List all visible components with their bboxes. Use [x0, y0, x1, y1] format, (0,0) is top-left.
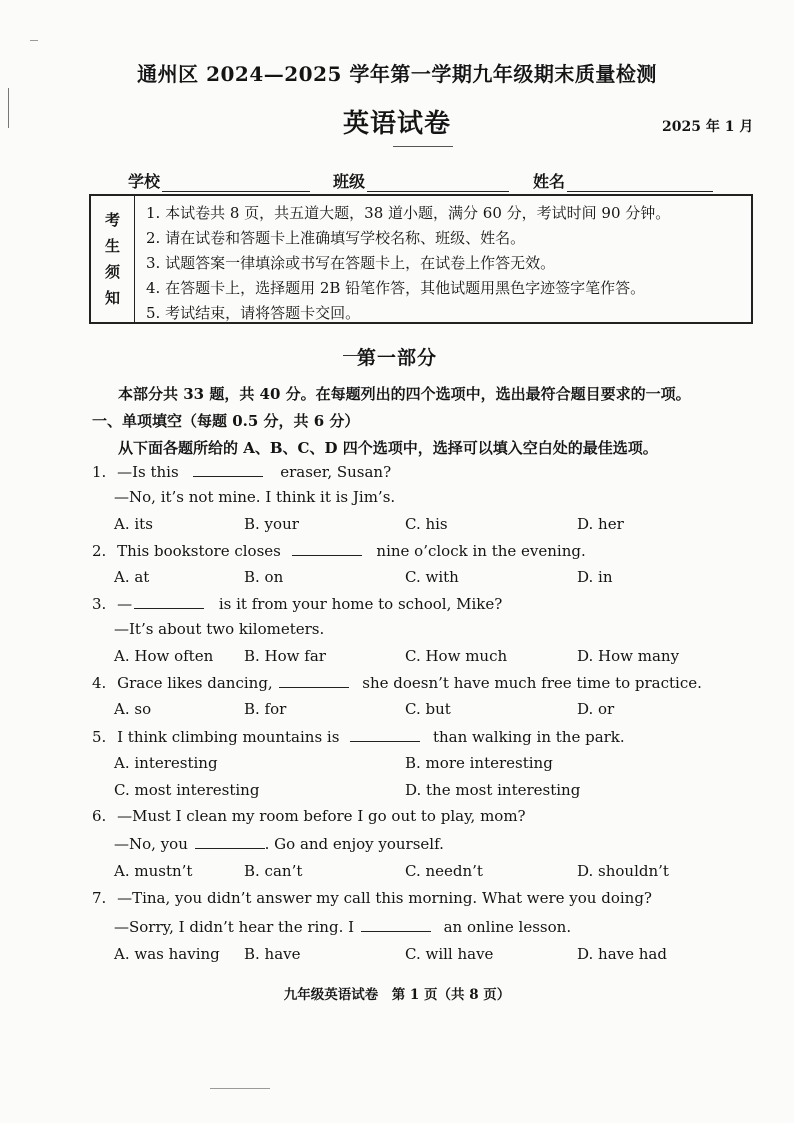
scan-mark [210, 1088, 270, 1089]
question-1-line-2: —No, it’s not mine. I think it is Jim’s. [114, 488, 396, 506]
option-a[interactable]: A. at [114, 568, 150, 586]
option-c[interactable]: C. needn’t [405, 862, 483, 880]
question-4: 4. Grace likes dancing, she doesn’t have much free time to practice. [92, 674, 702, 692]
subtitle-underline [393, 146, 453, 147]
notice-label: 考 生 须 知 [91, 196, 135, 322]
name-label: 姓名 [533, 172, 566, 191]
part-title: 第一部分 [356, 347, 437, 369]
class-line[interactable] [367, 175, 509, 192]
option-d[interactable]: D. shouldn’t [577, 862, 669, 880]
question-6-line-2: —No, you . Go and enjoy yourself. [114, 835, 444, 853]
section-heading: 一、单项填空（每题 0.5 分，共 6 分） [92, 412, 360, 430]
option-d[interactable]: D. her [577, 515, 624, 533]
answer-blank[interactable] [350, 727, 420, 742]
option-d[interactable]: D. in [577, 568, 613, 586]
question-3-line-2: —It’s about two kilometers. [114, 620, 325, 638]
option-a[interactable]: A. mustn’t [114, 862, 193, 880]
school-line[interactable] [162, 175, 310, 192]
school-field [128, 169, 310, 192]
page-footer: 九年级英语试卷 第 1 页（共 8 页） [283, 987, 511, 1003]
question-7: 7. —Tina, you didn’t answer my call this morning. What were you doing? [92, 889, 652, 907]
notice-item: 4. 在答题卡上，选择题用 2B 铅笔作答，其他试题用黑色字迹签字笔作答。 [146, 279, 646, 297]
question-7-line-2: —Sorry, I didn’t hear the ring. I an online lesson. [114, 918, 572, 936]
exam-subtitle: 英语试卷 [342, 109, 451, 139]
option-a[interactable]: A. its [114, 515, 153, 533]
option-b[interactable]: B. your [244, 515, 299, 533]
answer-blank[interactable] [361, 917, 431, 932]
answer-blank[interactable] [195, 834, 265, 849]
notice-item: 3. 试题答案一律填涂或书写在答题卡上，在试卷上作答无效。 [146, 254, 556, 272]
question-1: 1. —Is this eraser, Susan? [92, 463, 392, 481]
answer-blank[interactable] [134, 594, 204, 609]
option-d[interactable]: D. the most interesting [405, 781, 581, 799]
option-c[interactable]: C. with [405, 568, 459, 586]
class-label: 班级 [333, 172, 366, 191]
option-c[interactable]: C. his [405, 515, 448, 533]
option-c[interactable]: C. will have [405, 945, 494, 963]
option-b[interactable]: B. more interesting [405, 754, 553, 772]
option-a[interactable]: A. How often [114, 647, 214, 665]
question-3: 3. — is it from your home to school, Mike? [92, 595, 503, 613]
scan-mark [30, 40, 38, 41]
question-5: 5. I think climbing mountains is than walking in the park. [92, 728, 625, 746]
section-instruction: 从下面各题所给的 A、B、C、D 四个选项中，选择可以填入空白处的最佳选项。 [118, 439, 658, 457]
notice-item: 2. 请在试卷和答题卡上准确填写学校名称、班级、姓名。 [146, 229, 526, 247]
option-b[interactable]: B. have [244, 945, 301, 963]
option-a[interactable]: A. interesting [114, 754, 218, 772]
part-intro: 本部分共 33 题，共 40 分。在每题列出的四个选项中，选出最符合题目要求的一项。 [118, 385, 691, 403]
option-d[interactable]: D. have had [577, 945, 667, 963]
notice-box [89, 194, 753, 324]
question-2: 2. This bookstore closes nine o’clock in the evening. [92, 542, 586, 560]
option-b[interactable]: B. for [244, 700, 287, 718]
option-b[interactable]: B. on [244, 568, 284, 586]
option-d[interactable]: D. How many [577, 647, 680, 665]
answer-blank[interactable] [279, 673, 349, 688]
answer-blank[interactable] [193, 462, 263, 477]
class-field [333, 169, 509, 192]
option-b[interactable]: B. can’t [244, 862, 303, 880]
exam-title: 通州区 2024—2025 学年第一学期九年级期末质量检测 [137, 62, 657, 86]
notice-item: 5. 考试结束，请将答题卡交回。 [146, 304, 361, 322]
school-label: 学校 [128, 172, 161, 191]
option-c[interactable]: C. but [405, 700, 451, 718]
notice-item: 1. 本试卷共 8 页，共五道大题，38 道小题，满分 60 分，考试时间 90 分钟。 [146, 204, 671, 222]
option-a[interactable]: A. so [114, 700, 152, 718]
option-d[interactable]: D. or [577, 700, 615, 718]
option-c[interactable]: C. How much [405, 647, 508, 665]
option-a[interactable]: A. was having [114, 945, 220, 963]
option-b[interactable]: B. How far [244, 647, 326, 665]
answer-blank[interactable] [292, 541, 362, 556]
name-line[interactable] [567, 175, 713, 192]
option-c[interactable]: C. most interesting [114, 781, 260, 799]
exam-date: 2025 年 1 月 [662, 119, 754, 135]
name-field [533, 169, 713, 192]
question-6: 6. —Must I clean my room before I go out to play, mom? [92, 807, 526, 825]
